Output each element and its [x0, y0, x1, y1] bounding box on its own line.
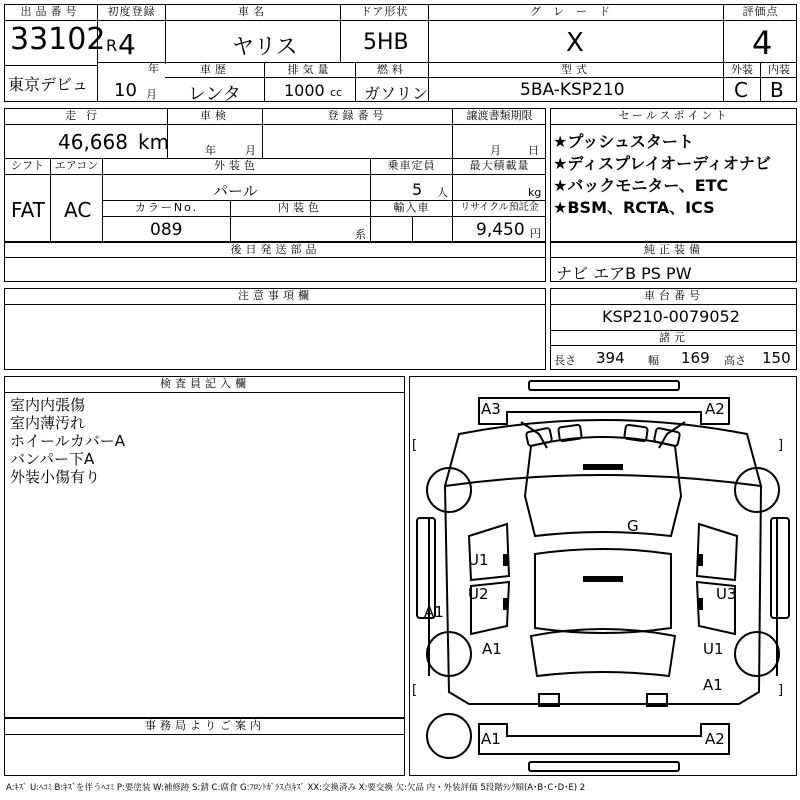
- door-shape: 5HB: [363, 30, 409, 55]
- inspection-label: 車検: [200, 109, 230, 122]
- yen-unit: 円: [530, 227, 541, 240]
- model-label: 型式: [561, 63, 591, 76]
- shift: FAT: [11, 198, 46, 222]
- width-label: 幅: [648, 354, 659, 367]
- chassis-number: KSP210-0079052: [602, 307, 740, 326]
- diagram-bracket: ]: [778, 683, 784, 698]
- notes-title: 注意事項欄: [238, 289, 313, 302]
- aircon-label: エアコン: [54, 159, 99, 172]
- inspector-notes-title: 検査員記入欄: [160, 377, 250, 390]
- inspector-note: バンパー下A: [10, 450, 95, 468]
- damage-mark: U3: [716, 585, 737, 603]
- door-label: ドア形状: [360, 5, 409, 18]
- car-name-label: 車名: [238, 5, 268, 18]
- model: 5BA-KSP210: [520, 80, 625, 100]
- inspection-month-unit: 月: [245, 144, 256, 157]
- specs-title: 諸元: [659, 331, 689, 344]
- reg-year: 4: [118, 28, 136, 61]
- history: レンタ: [188, 84, 241, 105]
- later-parts-title: 後日発送部品: [230, 243, 321, 256]
- mileage-label: 走行: [65, 109, 107, 122]
- damage-mark: A1: [482, 640, 502, 658]
- km-unit: km: [138, 130, 170, 154]
- legend-line: A:ｷｽﾞ U:ﾍｺﾐ B:ｷｽﾞを伴うﾍｺﾐ P:要塗装 W:補修跡 S:錆 C:腐食 G:ﾌﾛﾝﾄｶﾞﾗｽ点ｷｽﾞ XX:交換済み X:要交換 欠:欠品 内・外装評価 5段階ﾗﾝｸ順(A･B･C･D･E) 2: [6, 783, 586, 793]
- transfer-deadline-label: 譲渡書類期限: [466, 109, 533, 122]
- import-label: 輸入車: [393, 201, 430, 214]
- sales-point-item: ★バックモニター、ETC: [553, 176, 729, 195]
- capacity-label: 乗車定員: [387, 159, 436, 172]
- damage-mark: A2: [705, 400, 725, 418]
- score: 4: [752, 24, 773, 62]
- exterior-color-label: 外装色: [214, 159, 259, 172]
- car-diagram: [409, 376, 797, 776]
- height-label: 高さ: [724, 354, 746, 367]
- recycle-deposit: 9,450: [476, 220, 525, 240]
- inspector-note: 外装小傷有り: [10, 468, 101, 486]
- fuel-label: 燃料: [377, 63, 407, 76]
- diagram-bracket: [: [412, 683, 418, 698]
- inspector-note: 室内内張傷: [10, 396, 86, 414]
- inspector-note: ホイールカバーA: [10, 432, 125, 450]
- debut-label: 東京デビュ: [8, 75, 89, 94]
- cc-unit: cc: [330, 86, 343, 99]
- damage-mark: U1: [703, 640, 724, 658]
- max-load-label: 最大積載量: [469, 159, 530, 172]
- length-label: 長さ: [554, 354, 576, 367]
- length: 394: [596, 349, 625, 367]
- damage-mark: A1: [703, 676, 723, 694]
- capacity: 5: [412, 180, 423, 199]
- height: 150: [762, 349, 791, 367]
- kg-unit: kg: [528, 186, 542, 199]
- mileage: 46,668: [58, 130, 128, 154]
- interior-grade-label: 内装: [768, 63, 790, 76]
- sales-point-item: ★プッシュスタート: [553, 132, 694, 151]
- plate-label: 登録番号: [327, 109, 388, 122]
- interior-color-label: 内装色: [278, 201, 323, 214]
- inspector-note: 室内薄汚れ: [10, 414, 86, 432]
- sales-points-title: セールスポイント: [618, 109, 730, 122]
- chassis-title: 車台番号: [644, 289, 704, 302]
- diagram-bracket: [: [412, 438, 418, 453]
- reg-month: 10: [114, 80, 137, 101]
- sales-point-item: ★ディスプレイオーディオナビ: [553, 154, 771, 173]
- damage-mark: A3: [481, 400, 501, 418]
- exterior-grade: C: [734, 78, 748, 102]
- era: R: [106, 36, 118, 55]
- score-label: 評価点: [742, 5, 779, 18]
- equipment-value: ナビ エアB PS PW: [556, 264, 692, 283]
- equipment-title: 純正装備: [644, 243, 704, 256]
- diagram-bracket: ]: [778, 438, 784, 453]
- recycle-label: リサイクル預託金: [460, 202, 539, 213]
- displacement-label: 排気量: [287, 63, 333, 76]
- shift-label: シフト: [11, 159, 44, 172]
- grade-label: グレード: [530, 5, 622, 18]
- color-number-label: カラーNo.: [134, 201, 199, 214]
- width: 169: [681, 349, 710, 367]
- exterior-color: パール: [213, 182, 258, 200]
- inspection-year-unit: 年: [205, 144, 216, 157]
- office-info-title: 事務局よりご案内: [145, 719, 265, 732]
- fuel: ガソリン: [364, 84, 429, 103]
- color-number: 089: [150, 220, 183, 240]
- month-unit: 月: [146, 88, 157, 101]
- damage-mark: A1: [424, 603, 444, 621]
- displacement: 1000: [284, 81, 325, 100]
- damage-mark: U1: [468, 551, 489, 569]
- exterior-grade-label: 外装: [731, 63, 753, 76]
- car-name: ヤリス: [232, 35, 298, 60]
- sales-point-item: ★BSM、RCTA、ICS: [553, 198, 715, 217]
- transfer-day-unit: 日: [528, 144, 539, 157]
- lot-number: 33102: [10, 22, 106, 57]
- damage-mark: G: [627, 517, 639, 535]
- grade: X: [566, 28, 584, 58]
- damage-mark: A2: [705, 730, 725, 748]
- lot-label: 出品番号: [20, 5, 81, 18]
- interior-grade: B: [770, 78, 784, 102]
- first-registration-label: 初度登録: [107, 5, 156, 18]
- color-family-unit: 系: [355, 228, 366, 241]
- aircon: AC: [64, 198, 92, 222]
- year-unit: 年: [148, 62, 159, 75]
- capacity-unit: 人: [437, 186, 448, 199]
- damage-mark: U2: [468, 585, 489, 603]
- transfer-month-unit: 月: [490, 144, 501, 157]
- damage-mark: A1: [481, 730, 501, 748]
- history-label: 車歴: [200, 63, 230, 76]
